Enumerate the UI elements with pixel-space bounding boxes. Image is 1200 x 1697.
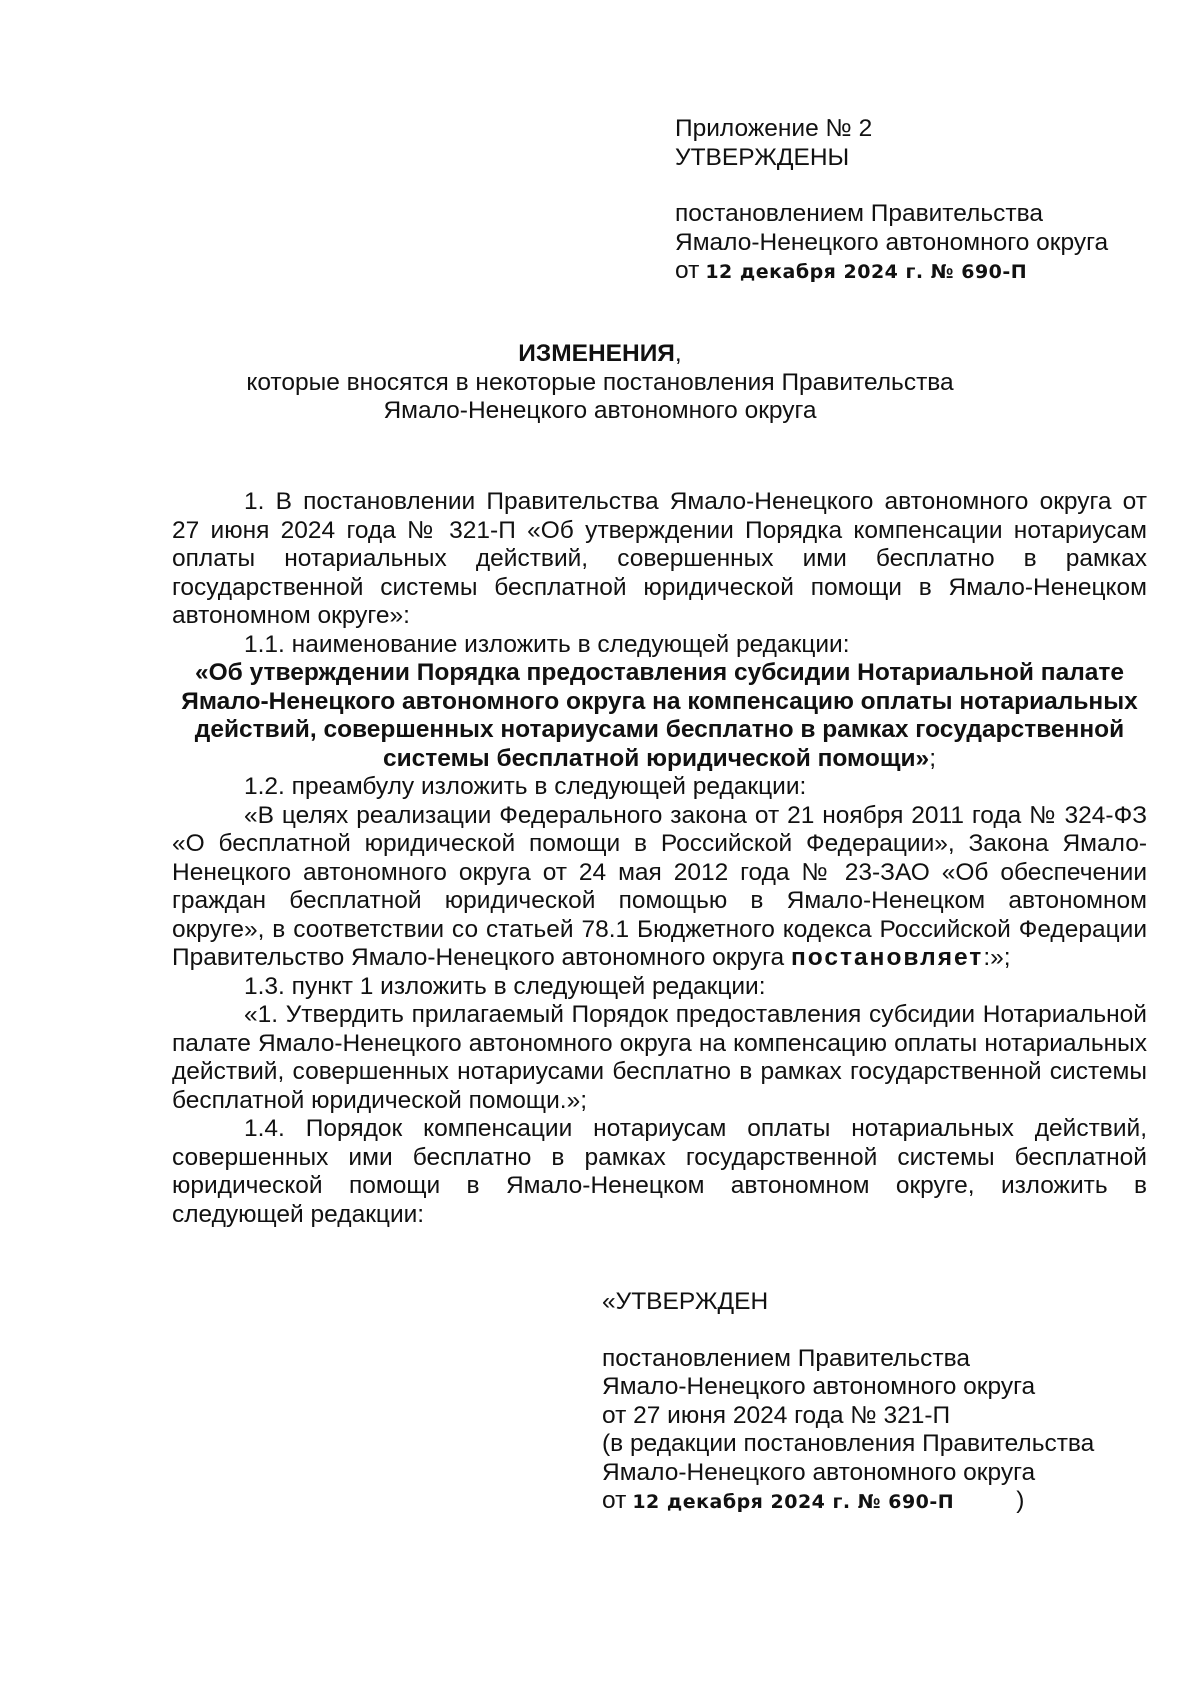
date-prefix: от [675, 257, 700, 284]
approved-by-line-2: постановлением Правительства [602, 1344, 970, 1372]
point-1-quote: «1. Утвердить прилагаемый Порядок предоставления субсидии Нотариальной палате Ямало-Ненецкого автономного округа на компенсацию оплаты нотариальных действий, совершенных нотариусами бесплатно в рамках государственной системы бесплатной юридической помощи.»; [172, 1001, 1147, 1114]
document-body [172, 488, 1147, 1229]
new-title-quote: «Об утверждении Порядка предоставления субсидии Нотариальной палате Ямало-Ненецкого автономного округа на компенсацию оплаты нотариальных действий, совершенных нотариусами бесплатно в рамках государственной системы бесплатной юридической помощи»; [181, 659, 1138, 772]
approved-block [602, 1288, 1162, 1517]
approved-label-2: «УТВЕРЖДЕН [602, 1288, 769, 1315]
decree-line-2: от 12 декабря 2024 г. № 690-П ) [602, 1487, 1025, 1514]
revision-line: (в редакции постановления Правительства [602, 1430, 1095, 1457]
title-subtitle-2: Ямало-Ненецкого автономного округа [383, 397, 817, 424]
title-heading-line: ИЗМЕНЕНИЯ, [518, 340, 682, 367]
paragraph-1: 1. В постановлении Правительства Ямало-Ненецкого автономного округа от 27 июня 2024 года № 321-П «Об утверждении Порядка компенсации нотариусам оплаты нотариальных действий, совершенных ими бесплатно в рамках государственной системы бесплатной юридической помощи в Ямало-Ненецком автономном округе»: [172, 488, 1147, 629]
region-line: Ямало-Ненецкого автономного округа [675, 228, 1109, 256]
approved-by-line: постановлением Правительства [675, 200, 1043, 227]
region-line-3: Ямало-Ненецкого автономного округа [602, 1458, 1036, 1486]
approved-label: УТВЕРЖДЕНЫ [675, 143, 850, 171]
paragraph-1-2: 1.2. преамбулу изложить в следующей редакции: [244, 773, 807, 800]
region-line-2: Ямало-Ненецкого автономного округа [602, 1373, 1036, 1400]
original-decree-line: от 27 июня 2024 года № 321-П [602, 1401, 951, 1429]
preamble-quote: «В целях реализации Федерального закона от 21 ноября 2011 года № 324-ФЗ «О бесплатной юридической помощи в Российской Федерации», Закона Ямало-Ненецкого автономного округа от 24 мая 2012 года № 23-ЗАО «Об обеспечении граждан бесплатной юридической помощью в Ямало-Ненецком автономном округе», в соответствии со статьей 78.1 Бюджетного кодекса Российской Федерации Правительство Ямало-Ненецкого автономного округа постановляет:»; [172, 801, 1147, 971]
decree-stamp-2: 12 декабря 2024 г. № 690-П [632, 1491, 955, 1513]
paragraph-1-1: 1.1. наименование изложить в следующей редакции: [244, 630, 850, 658]
document-title [0, 340, 1200, 426]
title-subtitle-1: которые вносятся в некоторые постановления Правительства [246, 368, 954, 396]
decree-stamp: 12 декабря 2024 г. № 690-П [705, 261, 1028, 283]
paragraph-1-4: 1.4. Порядок компенсации нотариусам оплаты нотариальных действий, совершенных ими бесплатно в рамках государственной системы бесплатной юридической помощи в Ямало-Ненецком автономном округе, изложить в следующей редакции: [172, 1115, 1147, 1228]
appendix-number: Приложение № 2 [675, 115, 873, 142]
decree-line [675, 257, 1145, 287]
appendix-block [675, 115, 1145, 287]
paragraph-1-3: 1.3. пункт 1 изложить в следующей редакции: [244, 972, 766, 1000]
title-heading: ИЗМЕНЕНИЯ [518, 340, 675, 367]
